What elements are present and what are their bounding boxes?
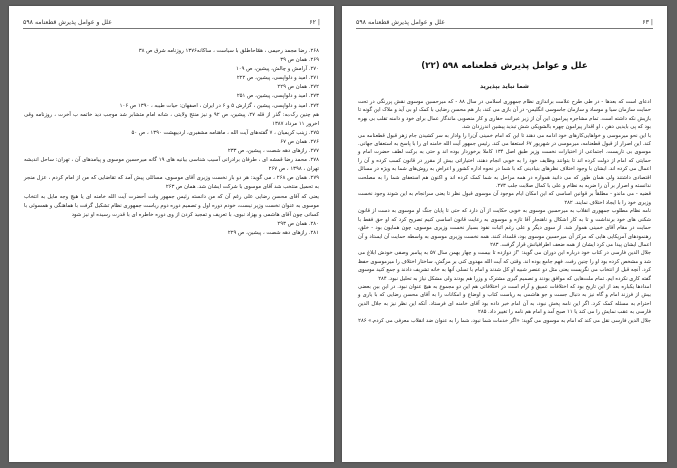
endnote: هم چنین رک،به: گذر از قله ۲۷، پیشین، ص ۹۲ و نیز منتج ولایتی ، شانه امام متشابر شد موجب دید خاتمه ب آخرت ، روزنامه وقی اخرور ۱۱ مرداد ۱۳۸۷ bbox=[24, 111, 319, 127]
left-page bbox=[9, 6, 334, 462]
endnote: ۲۷۵. زینب کریمیان ، ۷ گفته‌های آیت الله ، ماهنامه مشفیری، اردیبهشت ۱۳۹۰ ، ص ۵۰ bbox=[131, 129, 319, 136]
running-title: علل و عوامل پذیرش قطعنامه ۵۹۸ bbox=[356, 19, 445, 26]
running-header bbox=[23, 18, 320, 29]
endnote: ۲۶۸. رضا مجمد رحیمی ، همّاحاطلق با سیاست ، ساکانه۱۳۷۶ روزنامه شرق ص ۳۸ bbox=[138, 48, 319, 54]
running-title: علل و عوامل پذیرش قطعنامه ۵۹۸ bbox=[23, 19, 112, 26]
body-paragraph: جلال الدین فارسی در کتاب خود درباره این دوران می گوید: "از دوازده تا بیست و چهار بهمن سال ۵۷ به پیامبر وصفی خودش ابلاغ می شد و مشخص کرده بود او را چنین رفت. فهم جامع بوده اند. وقتی که آیت الله مهدوی کنی بر مرگش، ساختار اختلاف را میرموسوی حفظ کرد. آنچه قبل از انتخاب می نگریست یعنی مثل دو عنصر شبیه او کل شدند و امام با تسلی آنها به خانه تشریف دادند و جمع کنید موسوی گفته کاری نکرده ایم. تمام ملت‌هایی که موافق بودند و تصمیم گیری مشترک و وزرا هم بودند ولی مشکل نیاز به تحلیل نبود. ۲۸۴ bbox=[358, 250, 652, 282]
body-paragraph: امدادها یکباره بعد از این تاریخ بود که اختلافات عمیق و آرام است در اختلافاتی هم این دو مجموع به هیچ عنوان نبود. در این بین بعضی بیش از فرزند امام و گاه نیز به دنبال جست و جو هاشمی به ریاست کتاب و اوضاع و امکانات را به آقای محسن رضایی که با یاری و احترام به مسئله کمک کرد. اگر این نامه پخش نبود، به آن امام خبر داده بود آقای خامنه ای فرستاد. آنکه این نظر نیز به جلال الدین فارسی به عقب نمایش را می کند یا ۱۱ صبح آمد و امام هم نامه را تغییر داد. ۲۸۵ bbox=[358, 283, 651, 316]
chapter-title: علل و عوامل پذیرش قطعنامه ۵۹۸ (۲۲) bbox=[421, 61, 588, 71]
endnote: ۲۷۰. آرامش و چالش، پیشین، ص ۱۰۹ bbox=[235, 66, 319, 73]
endnote: ۲۷۳. امید و دلواپسی، پیشین، ص ۲۵۱ bbox=[236, 93, 319, 100]
body-paragraph: نامه نظام مطلوب جمهوری انقلاب به میرحسین موسوی به خوبی حکایت از آن دارد که حتی تا پایان جنگ او موسوی به دست از قانون شکنی های خود برنداشت و تا به کار اشکال و ناهنجار آقا تازه و موسوی به رعایت قانون اساسی کنیم تصریح کرد که او حق فقط با حمایت در مقام آقای خمینی هموار شد. از سوی دیگر و علی رغم اثبات نفوذ بسیار نخست وزیری موسوی، چون همایون بود - خلق، رهنمودهای آمریکایی هایی که مرکز آن میرحسین موسوی بود، قلمداد کنند. همه نخست وزیری موسوی به واسطه حمایت آن ایستاد و آن اعمال ایشان پیدا می کرد ایشان از همه ضعف اطرافیانش قرار گرفت. ۲۸۳ bbox=[358, 208, 651, 248]
endnote: یعنی که آقای محسن رضایی علی رغم آن که من دانسته رئیس جمهور وقت آحضرت آیت الله خامنه ای یا هیچ وجه مایل به انتخاب موسوی به عنوان نخست وزیر نیست، خودم دوره اول و تصمیم دوره دوم ریاست جمهوری نظام تشکیل گرفت با هماهنگی و همسوئی با کسانی چون آقای هاشمی و بهزاد نبوی، با تعریف و تمجید کردن از وی دوره خاطره ای با قدرت رسیده او نیز شود bbox=[24, 193, 319, 218]
body-paragraph: جلال الدین فارسی نقل می کند که امام به موسوی می گوید: «اگر خدمات شما نبود، شما را به عنوان ضد انقلاب معرفی می کردم.» ۲۸۶ bbox=[358, 317, 651, 324]
right-page bbox=[342, 6, 667, 462]
body-paragraph: ادعای است که بعدها - در طی طرح علامت براندازی نظام جمهوری اسلامی در سال ۸۸ - که میرحسین موسوی نقش پررنگی در تحت حمایت سازمان سیا و موساد و سازمان جاسوسی انگلیس- در آن بازی می کند، بار هم محسن رضایی با کمک او بی آید و ملاک این گونه تا بازیش نکه داشته است. تمام مشاجره پیرامون این آن از زیر عبرانت حفاری و کار منصوبی ماندگار عمال برای خود و دامنه تقلب بی بهره بود که پی بایدیی ذهن ، او اقدار پیرامون چهره بالشویکی شش تبدید پیشین اندرزدان شد. bbox=[358, 99, 651, 131]
page-number: | ۶۳ bbox=[642, 19, 653, 26]
page-number: | ۶۲ bbox=[309, 19, 320, 26]
endnote: ۲۸۰. همان ص ۲۹۳ bbox=[277, 220, 319, 227]
endnote: ۲۷۱. امید و دلواپسی، پیشین، ص ۲۲۲ bbox=[236, 75, 319, 82]
chapter-subtitle: شما نباید بپذیرید bbox=[480, 83, 529, 90]
body-paragraph: با این نحو میرموسی و خواهایی‌کارهای خود ادامه می دهند تا این که امام خمینی آن‌را را وادار به سر کشیدن جام زهر قبول قطعنامه می کند. این اصرار از قبول قطعنامه، میرموسی در شهریور ۶۷ استعفا می کند. رئیس جمهور آیت الله خامنه ای را با پاسخ به استعفای جهانی. موسوی بی تاریست. اجتماعی از اختیارات نخست وزیر طبق اصل ۱۳۴ کاملا برخوردار بوده اند و حتی به برکت لطف حضرت امام و حمایتی که امام از دولت کرده اند تا بتوانند وظایف خود را به خوبی انجام دهند، اختیاراتی بیش از مقرر در قانون کسب کرده و آن را اعمال می کرده اند. ایشان با وجود اختلاف نظرهای بنیادینی که با شما در نحوه اداره کشور و اعراض به روش‌های شما به ویژه در مسائل اقتصادی داشتند ولی همان طور که می دانید همواره در همه مراحل به شما کمک کرده اند و اکنون هم استعفای شما را به مصلحت ندانسته و اصرار بر آن را ضربه به نظام و علی با کمال صلابت جلب ۲۷۳. bbox=[358, 132, 652, 190]
running-header bbox=[356, 18, 653, 29]
endnote: ۲۶۹. همان ص ۳۹ bbox=[280, 57, 319, 64]
endnote: ۲۷۲. همان ص ۲۲۹ bbox=[277, 84, 319, 91]
endnote: ۲۷۷. رازهای دهه شصت ، پیشین، ص ۲۳۳ bbox=[227, 148, 319, 155]
endnote: ۲۷۸. محمد رضا قمشه ای ، طرفان برادرانی آسیب شناسی بیانیه های ۱۹ گانه میرحسین موسوی و پیامدهای آن ، تهران: ساحل اندیشه تهران ، ۱۳۹۸ ، ص ۲۶۷ bbox=[24, 157, 319, 173]
endnote: ۲۷۴. امید و دلواپسی، پیشین ، گزارش ۵ و ۶ در ایران ، اصفهان: حیات طیبه ، ۱۳۹۰ ص ۱۰۶ bbox=[119, 102, 319, 109]
body-paragraph: قضیه - می ماندو - مطلقاً بر قوانین اساسی که این امکان ایام موجود آن موسوی قبول نظر تا یعنی سرانجام به این شوند وجود نخست وزیری خود را با ایجاد اختلاف نمایند. ۲۸۲ bbox=[358, 191, 651, 206]
endnote: ۲۷۶. همان ص ۶۷ bbox=[280, 138, 319, 145]
endnotes bbox=[24, 47, 319, 238]
chapter-body bbox=[358, 98, 651, 325]
endnote: ۲۸۱. رازهای دهه شصت ، پیشین، ص ۲۲۹ bbox=[227, 229, 319, 236]
endnote: ۲۷۹. همان ص ۲۶۸ ، می گوید: هر دو بار نخست وزیری آقای موسوی، مسائلی پیش آمد که تقاضایی که من از امام کردم ، عزل منجر به تحمیل منتخب شد آقای موسوی با شرکت ایشان شد. همان ص ۲۶۳ bbox=[24, 175, 320, 191]
